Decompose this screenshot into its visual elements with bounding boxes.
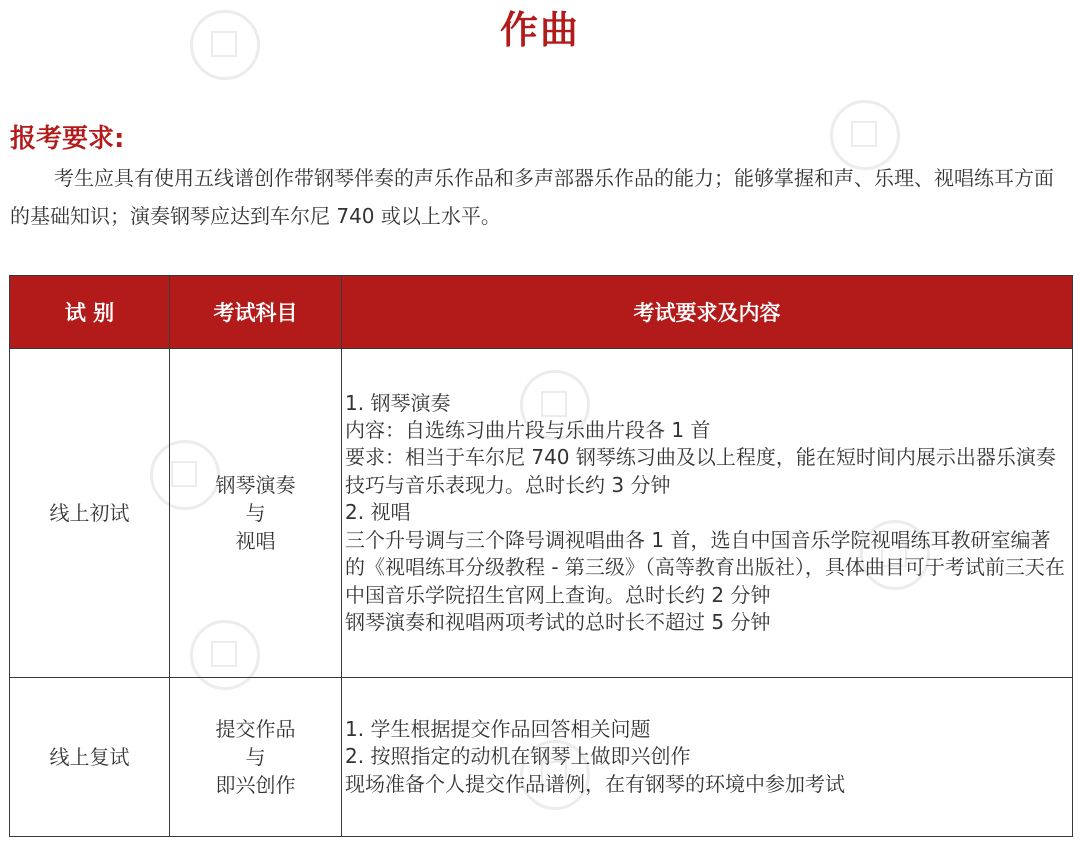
subject-line: 钢琴演奏 <box>215 473 296 497</box>
subject-line: 视唱 <box>235 529 276 553</box>
table-row <box>10 349 1073 678</box>
content-cell <box>342 678 1073 837</box>
requirements-heading: 报考要求: <box>10 124 125 154</box>
table-row <box>10 678 1073 837</box>
content-line: 2. 视唱 <box>345 500 411 525</box>
content-line: 要求：相当于车尔尼 740 钢琴练习曲及以上程度，能在短时间内展示出器乐演奏技巧与音乐表现力。总时长约 3 分钟 <box>345 445 1056 497</box>
content-line: 1. 学生根据提交作品回答相关问题 <box>345 716 651 741</box>
stage-cell: 线上初试 <box>10 349 170 678</box>
subject-cell <box>170 678 342 837</box>
content-line: 内容：自选练习曲片段与乐曲片段各 1 首 <box>345 418 711 443</box>
subject-line: 即兴创作 <box>215 773 296 797</box>
subject-line: 与 <box>245 745 266 769</box>
content-cell <box>342 349 1073 678</box>
exam-table <box>9 275 1073 837</box>
content-line: 现场准备个人提交作品谱例，在有钢琴的环境中参加考试 <box>345 771 845 796</box>
header-subject: 考试科目 <box>170 276 342 349</box>
table-header-row <box>10 276 1073 349</box>
subject-cell <box>170 349 342 678</box>
content-line: 2. 按照指定的动机在钢琴上做即兴创作 <box>345 744 691 769</box>
content-line: 三个升号调与三个降号调视唱曲各 1 首，选自中国音乐学院视唱练耳教研室编著的《视唱练耳分级教程 - 第三级》（高等教育出版社），具体曲目可于考试前三天在中国音乐学院招生官网上查询。总时长约 2 分钟 <box>345 527 1065 607</box>
content-line: 钢琴演奏和视唱两项考试的总时长不超过 5 分钟 <box>345 609 771 634</box>
content-line: 1. 钢琴演奏 <box>345 390 451 415</box>
subject-line: 与 <box>245 501 266 525</box>
requirements-text: 考生应具有使用五线谱创作带钢琴伴奏的声乐作品和多声部器乐作品的能力；能够掌握和声、乐理、视唱练耳方面的基础知识；演奏钢琴应达到车尔尼 740 或以上水平。 <box>10 166 1054 228</box>
subject-line: 提交作品 <box>215 717 296 741</box>
page-title: 作曲 <box>499 8 580 52</box>
header-content: 考试要求及内容 <box>342 276 1073 349</box>
stage-cell: 线上复试 <box>10 678 170 837</box>
header-stage: 试 别 <box>10 276 170 349</box>
